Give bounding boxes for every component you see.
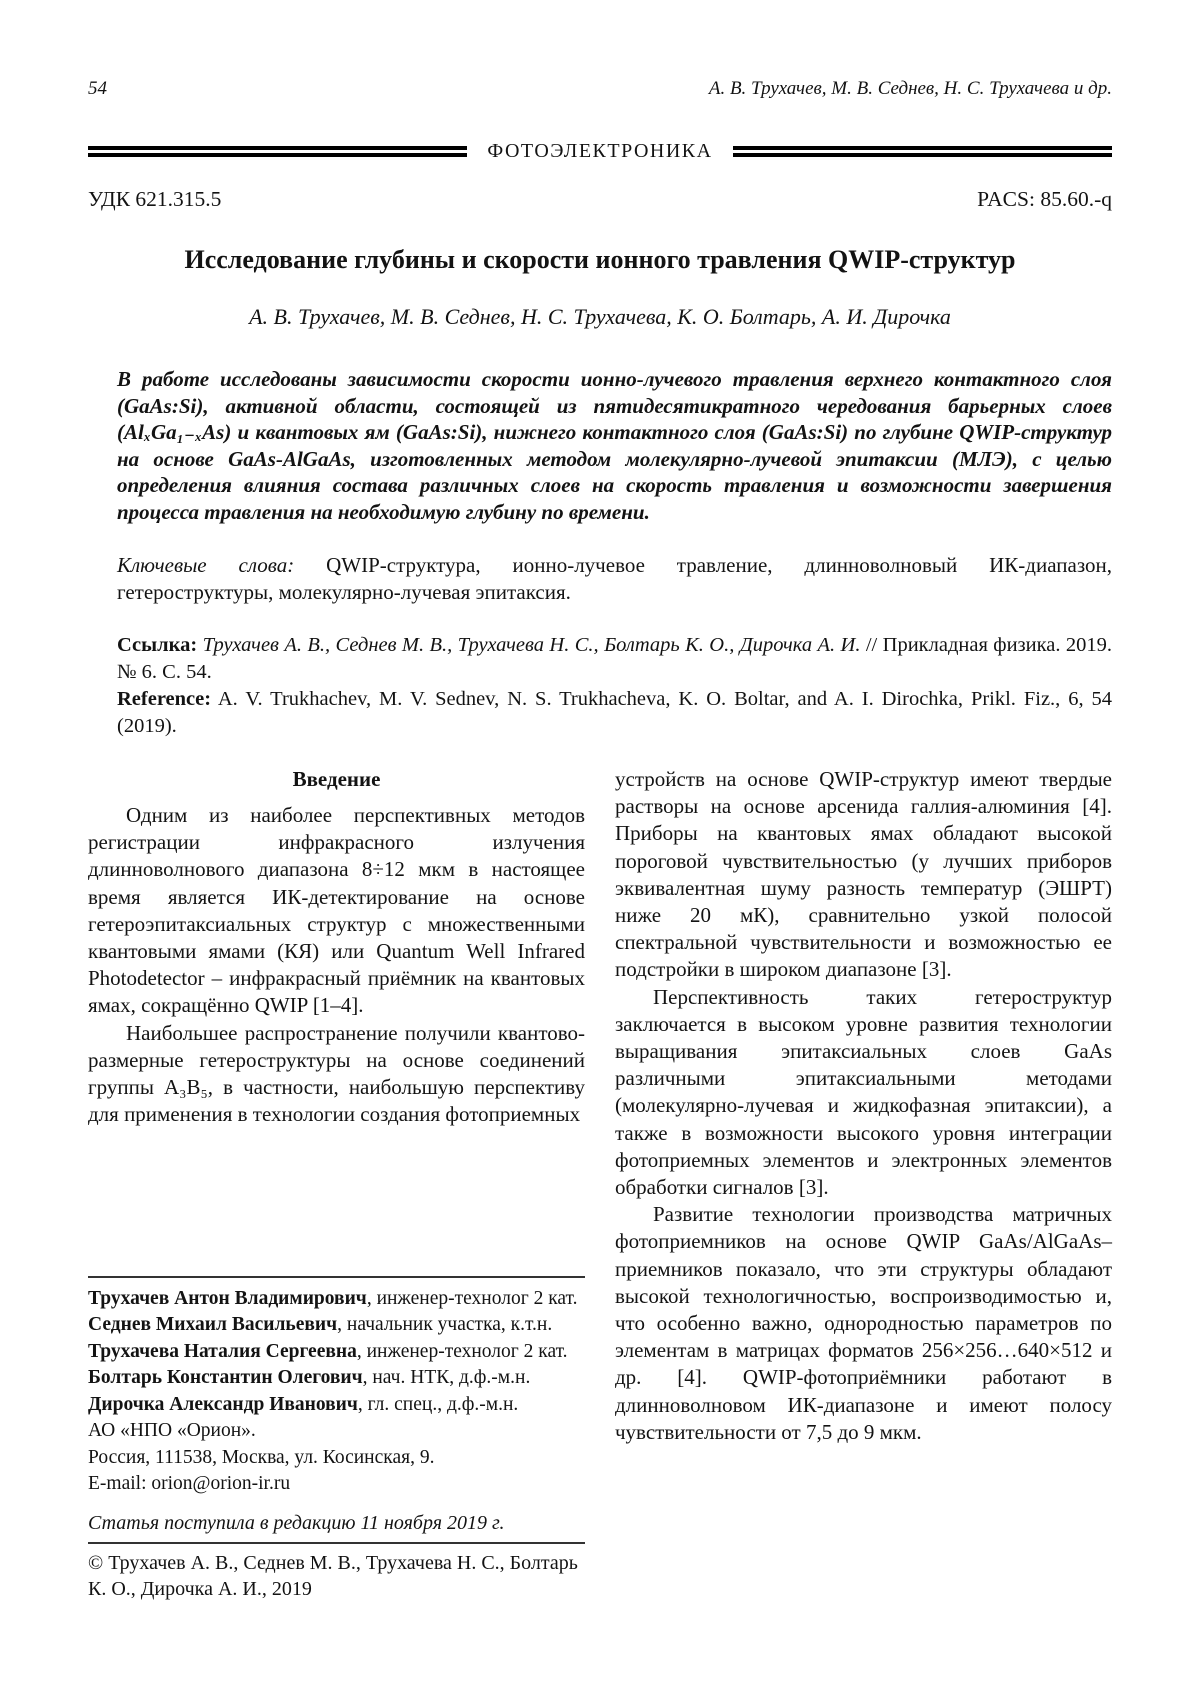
body-paragraph: Развитие технологии производства матричных фотоприемников на основе QWIP GaAs/AlGaAs–приемников показало, что эти структуры обладают высокой технологичностью, воспроизводимостью и, что особенно важно, однородностью параметров по элементам в матрицах форматов 256×256…640×512 и др. [4]. QWIP-фотоприёмники работают в длинноволновом ИК-диапазоне и имеют полосу чувствительности от 7,5 до 9 мкм. (615, 1202, 1112, 1444)
section-banner-title: ФОТОЭЛЕКТРОНИКА (487, 140, 713, 162)
keywords-text: QWIP-структура, ионно-лучевое травление, длинноволновый ИК-диапазон, гетероструктуры, молекулярно-лучевая эпитаксия. (117, 553, 1112, 604)
citation-source: // Прикладная физика. 2019. № 6. С. 54. (117, 634, 1113, 683)
citation-block (117, 632, 1112, 740)
footnote-address: Россия, 111538, Москва, ул. Косинская, 9. (88, 1446, 435, 1468)
footnote-author-line: Седнев Михаил Васильевич, начальник участка, к.т.н. (88, 1314, 553, 1335)
udc-code: УДК 621.315.5 (88, 187, 222, 211)
footnote-affiliation: АО «НПО «Орион». (88, 1420, 256, 1441)
copyright-line: © Трухачев А. В., Седнев М. В., Трухачева Н. С., Болтарь К. О., Дирочка А. И., 2019 (88, 1552, 578, 1600)
running-head (88, 78, 1112, 100)
footnote-rule (88, 1276, 585, 1278)
footnote-author-line: Трухачева Наталия Сергеевна, инженер-технолог 2 кат. (88, 1340, 568, 1362)
footnote-author-line: Болтарь Константин Олегович, нач. НТК, д.ф.-м.н. (88, 1367, 531, 1388)
page-number: 54 (88, 78, 107, 99)
banner-rule-left (88, 146, 467, 157)
body-columns (88, 766, 1112, 1602)
body-paragraph: Перспективность таких гетероструктур заключается в высоком уровне развития технологии выращивания эпитаксиальных слоев GaAs различными эпитаксиальными методами (молекулярно-лучевая и жидкофазная эпитаксии), а также в возможности высокого уровня интеграции фотоприемных элементов и электронных элементов обработки сигналов [3]. (615, 984, 1112, 1200)
copyright-rule (88, 1542, 585, 1544)
reference-text: A. V. Trukhachev, M. V. Sednev, N. S. Trukhacheva, K. O. Boltar, and A. I. Dirochka, Prikl. Fiz., 6, 54 (2019). (117, 688, 1112, 737)
right-column (615, 766, 1112, 1602)
banner-rule-right (733, 146, 1112, 157)
citation-ru (117, 632, 1112, 686)
author-footnote (88, 1276, 585, 1603)
keywords (117, 552, 1112, 606)
received-date: Статья поступила в редакцию 11 ноября 2019 г. (88, 1511, 505, 1534)
introduction-heading: Введение (292, 767, 381, 791)
article-authors: А. В. Трухачев, М. В. Седнев, Н. С. Трухачева, К. О. Болтарь, А. И. Дирочка (249, 304, 951, 329)
footnote-author-line: Дирочка Александр Иванович, гл. спец., д.ф.-м.н. (88, 1393, 519, 1415)
abstract: В работе исследованы зависимости скорости ионно-лучевого травления верхнего контактного слоя (GaAs:Si), активной области, состоящей из пятидесятикратного чередования барьерных слоев (AlₓGa₁₋ₓAs) и квантовых ям (GaAs:Si), нижнего контактного слоя (GaAs:Si) по глубине QWIP-структур на основе GaAs-AlGaAs, изготовленных методом молекулярно-лучевой эпитаксии (МЛЭ), с целью определения влияния состава различных слоев на скорость травления и возможности завершения процесса травления на необходимую глубину по времени. (117, 367, 1112, 524)
citation-label: Ссылка: (117, 634, 198, 656)
citation-en (117, 686, 1112, 740)
article-title: Исследование глубины и скорости ионного травления QWIP-структур (184, 245, 1016, 274)
footnote-author-line: Трухачев Антон Владимирович, инженер-технолог 2 кат. (88, 1287, 578, 1309)
pacs-code: PACS: 85.60.-q (977, 187, 1112, 211)
keywords-label: Ключевые слова: (117, 553, 295, 577)
footnote-email: E-mail: orion@orion-ir.ru (88, 1473, 291, 1494)
body-paragraph: устройств на основе QWIP-структур имеют твердые растворы на основе арсенида галлия-алюминия [4]. Приборы на квантовых ямах обладают высокой пороговой чувствительностью (у лучших приборов эквивалентная шуму разность температур (ЭШРТ) ниже 20 мК), сравнительно узкой полосой спектральной чувствительности и возможностью ее подстройки в широком диапазоне [3]. (615, 767, 1112, 982)
running-head-authors: А. В. Трухачев, М. В. Седнев, Н. С. Трухачева и др. (708, 78, 1112, 99)
section-banner (88, 140, 1112, 163)
reference-label: Reference: (117, 688, 212, 710)
intro-paragraph: Наибольшее распространение получили квантово-размерные гетероструктуры на основе соединений группы A₃B₅, в частности, наибольшую перспективу для применения в технологии создания фотоприемных (88, 1020, 585, 1127)
intro-paragraph: Одним из наиболее перспективных методов регистрации инфракрасного излучения длинноволнового диапазона 8÷12 мкм в настоящее время является ИК-детектирование на основе гетероэпитаксиальных структур с множественными квантовыми ямами (КЯ) или Quantum Well Infrared Photodetector – инфракрасный приёмник на квантовых ямах, сокращённо QWIP [1–4]. (88, 803, 585, 1018)
left-column (88, 766, 585, 1602)
citation-authors: Трухачев А. В., Седнев М. В., Трухачева Н. С., Болтарь К. О., Дирочка А. И. (202, 634, 861, 656)
codes-row (88, 187, 1112, 212)
